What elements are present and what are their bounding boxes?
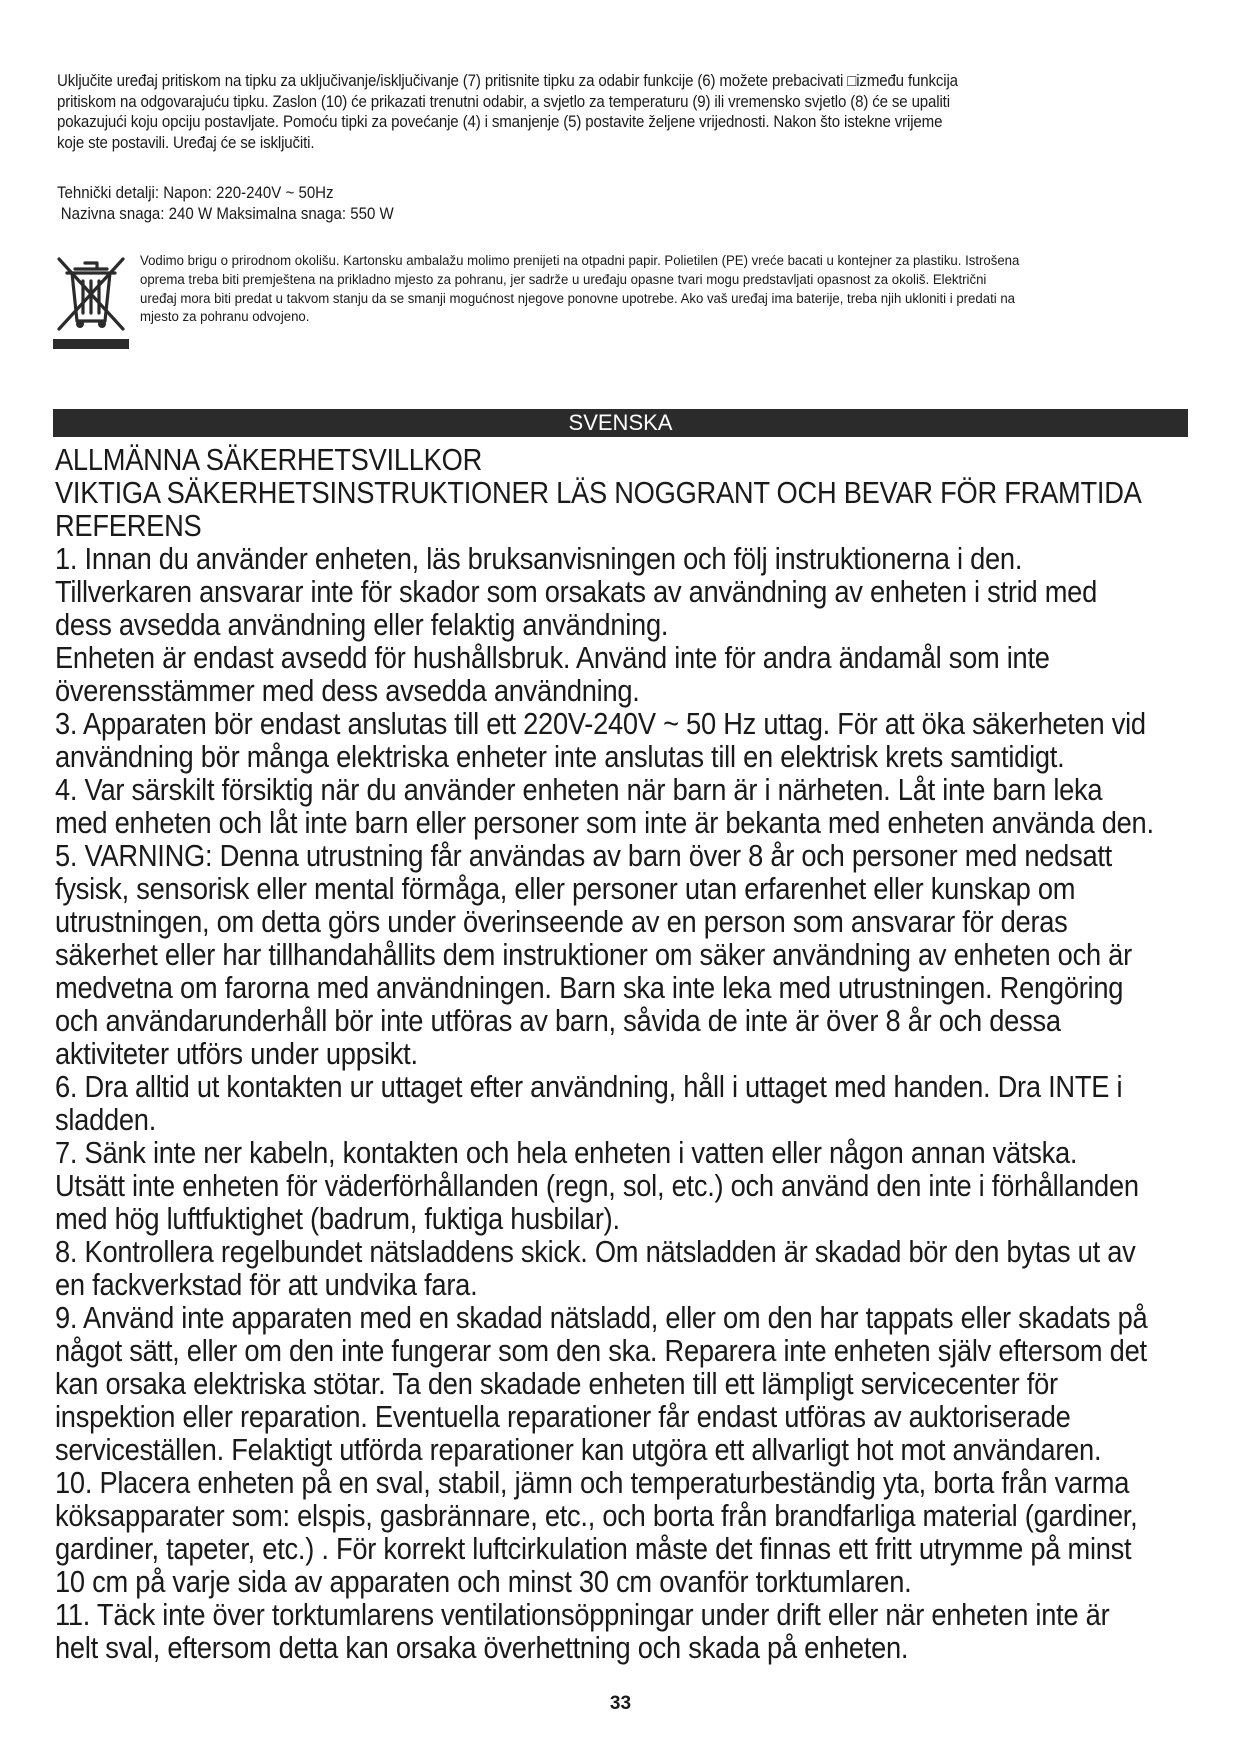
instruction-line: gardiner, tapeter, etc.) . För korrekt luftcirkulation måste det finnas ett fritt utrymme på minst [55, 1531, 1132, 1566]
instruction-line: Enheten är endast avsedd för hushållsbruk. Använd inte för andra ändamål som inte [55, 640, 1050, 675]
instruction-line: överensstämmer med dess avsedda användning. [55, 673, 640, 708]
instruction-line: 10. Placera enheten på en sval, stabil, jämn och temperaturbeständig yta, borta från varma [55, 1465, 1130, 1500]
env-line: uređaj mora biti predat u takvom stanju da se smanji mogućnost njegove ponovne upotrebe. Ako vaš uređaj ima baterije, treba njih ukloniti i predati na [140, 290, 1016, 307]
instruction-line: sladden. [55, 1102, 157, 1137]
instruction-line: fysisk, sensorisk eller mental förmåga, eller personer utan erfarenhet eller kunskap om [55, 871, 1076, 906]
instruction-line: något sätt, eller om den inte fungerar som den ska. Reparera inte enheten själv eftersom det [55, 1333, 1147, 1368]
instruction-line: medvetna om farorna med användningen. Barn ska inte leka med utrustningen. Rengöring [55, 970, 1124, 1005]
instruction-line: köksapparater som: elspis, gasbrännare, etc., och borta från brandfarliga material (gardiner, [55, 1498, 1138, 1533]
env-line: oprema treba biti premještena na prikladno mjesto za pohranu, jer sadrže u uređaju opasne tvari mogu predstavljati opasnost za okoliš. Električni [140, 271, 987, 288]
instruction-line: dess avsedda användning eller felaktig användning. [55, 607, 669, 642]
instruction-line: 1. Innan du använder enheten, läs bruksanvisningen och följ instruktionerna i den. [55, 541, 1023, 576]
instruction-line: Tillverkaren ansvarar inte för skador som orsakats av användning av enheten i strid med [55, 574, 1097, 609]
instruction-line: 6. Dra alltid ut kontakten ur uttaget efter användning, håll i uttaget med handen. Dra INTE i [55, 1069, 1123, 1104]
instruction-line: helt sval, eftersom detta kan orsaka överhettning och skada på enheten. [55, 1630, 909, 1665]
env-line: mjesto za pohranu odvojeno. [140, 309, 310, 326]
instruction-line: utrustningen, om detta görs under överinseende av en person som ansvarar för deras [55, 904, 1068, 939]
tech-line: Tehnički detalji: Napon: 220-240V ~ 50Hz [57, 184, 334, 202]
instruction-line: 11. Täck inte över torktumlarens ventilationsöppningar under drift eller när enheten inte är [55, 1597, 1110, 1632]
instruction-line: med enheten och låt inte barn eller personer som inte är bekanta med enheten använda den. [55, 805, 1154, 840]
instruction-line: en fackverkstad för att undvika fara. [55, 1267, 478, 1302]
instruction-line: 5. VARNING: Denna utrustning får användas av barn över 8 år och personer med nedsatt [55, 838, 1112, 873]
intro-line: pokazujući koju opciju postavljate. Pomoću tipki za povećanje (4) i smanjenje (5) postavite željene vrijednosti. Nakon što istekne vrijeme [57, 113, 943, 131]
intro-line: koje ste postavili. Uređaj će se isključiti. [57, 133, 315, 152]
instruction-line: serviceställen. Felaktigt utförda reparationer kan utgöra ett allvarligt hot mot användaren. [55, 1432, 1102, 1467]
instruction-line: 8. Kontrollera regelbundet nätsladdens skick. Om nätsladden är skadad bör den bytas ut av [55, 1234, 1136, 1269]
instruction-line: 7. Sänk inte ner kabeln, kontakten och hela enheten i vatten eller någon annan vätska. [55, 1135, 1078, 1170]
heading-important-instructions: VIKTIGA SÄKERHETSINSTRUKTIONER LÄS NOGGRANT OCH BEVAR FÖR FRAMTIDA [55, 475, 1142, 510]
croatian-operation-paragraph [57, 71, 1117, 153]
language-section-header: SVENSKA [53, 409, 1188, 437]
instruction-line: 10 cm på varje sida av apparaten och minst 30 cm ovanför torktumlaren. [55, 1564, 912, 1599]
tech-line: Nazivna snaga: 240 W Maksimalna snaga: 550 W [60, 205, 394, 223]
heading-general-safety: ALLMÄNNA SÄKERHETSVILLKOR [55, 442, 483, 477]
swedish-safety-instructions [55, 442, 1154, 1665]
instruction-line: och användarunderhåll bör inte utföras av barn, såvida de inte är över 8 år och dessa [55, 1003, 1061, 1038]
instruction-line: 4. Var särskilt försiktig när du använder enheten när barn är i närheten. Låt inte barn leka [55, 772, 1103, 807]
instruction-line: säkerhet eller har tillhandahållits dem instruktioner om säker användning av enheten och är [55, 937, 1132, 972]
instruction-line: kan orsaka elektriska stötar. Ta den skadade enheten till ett lämpligt servicecenter för [55, 1366, 1058, 1401]
crossed-out-wheelie-bin-icon [53, 255, 129, 351]
heading-important-instructions: REFERENS [55, 508, 202, 543]
environment-notice [140, 252, 1191, 327]
env-line: Vodimo brigu o prirodnom okolišu. Kartonsku ambalažu molimo prenijeti na otpadni papir. Polietilen (PE) vreće bacati u kontejner za plastiku. Istrošena [140, 253, 1020, 269]
instruction-line: användning bör många elektriska enheter inte anslutas till en elektrisk krets samtidigt. [55, 739, 1065, 774]
instruction-line: inspektion eller reparation. Eventuella reparationer får endast utföras av auktoriserade [55, 1399, 1071, 1434]
instruction-line: 3. Apparaten bör endast anslutas till ett 220V-240V ~ 50 Hz uttag. För att öka säkerheten vid [55, 706, 1146, 741]
intro-line: pritiskom na odgovarajuću tipku. Zaslon (10) će prikazati trenutni odabir, a svjetlo za temperaturu (9) ili vremensko svjetlo (8) će se upaliti [57, 92, 950, 111]
instruction-line: med hög luftfuktighet (badrum, fuktiga husbilar). [55, 1201, 620, 1236]
intro-line: Uključite uređaj pritiskom na tipku za uključivanje/isključivanje (7) pritisnite tipku za odabir funkcije (6) možete prebacivati □između funkcija [57, 72, 958, 90]
instruction-line: 9. Använd inte apparaten med en skadad nätsladd, eller om den har tappats eller skadats på [55, 1300, 1148, 1335]
technical-details [57, 183, 394, 225]
page-number: 33 [609, 1693, 632, 1714]
instruction-line: aktiviteter utförs under uppsikt. [55, 1036, 418, 1071]
instruction-line: Utsätt inte enheten för väderförhållanden (regn, sol, etc.) och använd den inte i förhållanden [55, 1168, 1139, 1203]
